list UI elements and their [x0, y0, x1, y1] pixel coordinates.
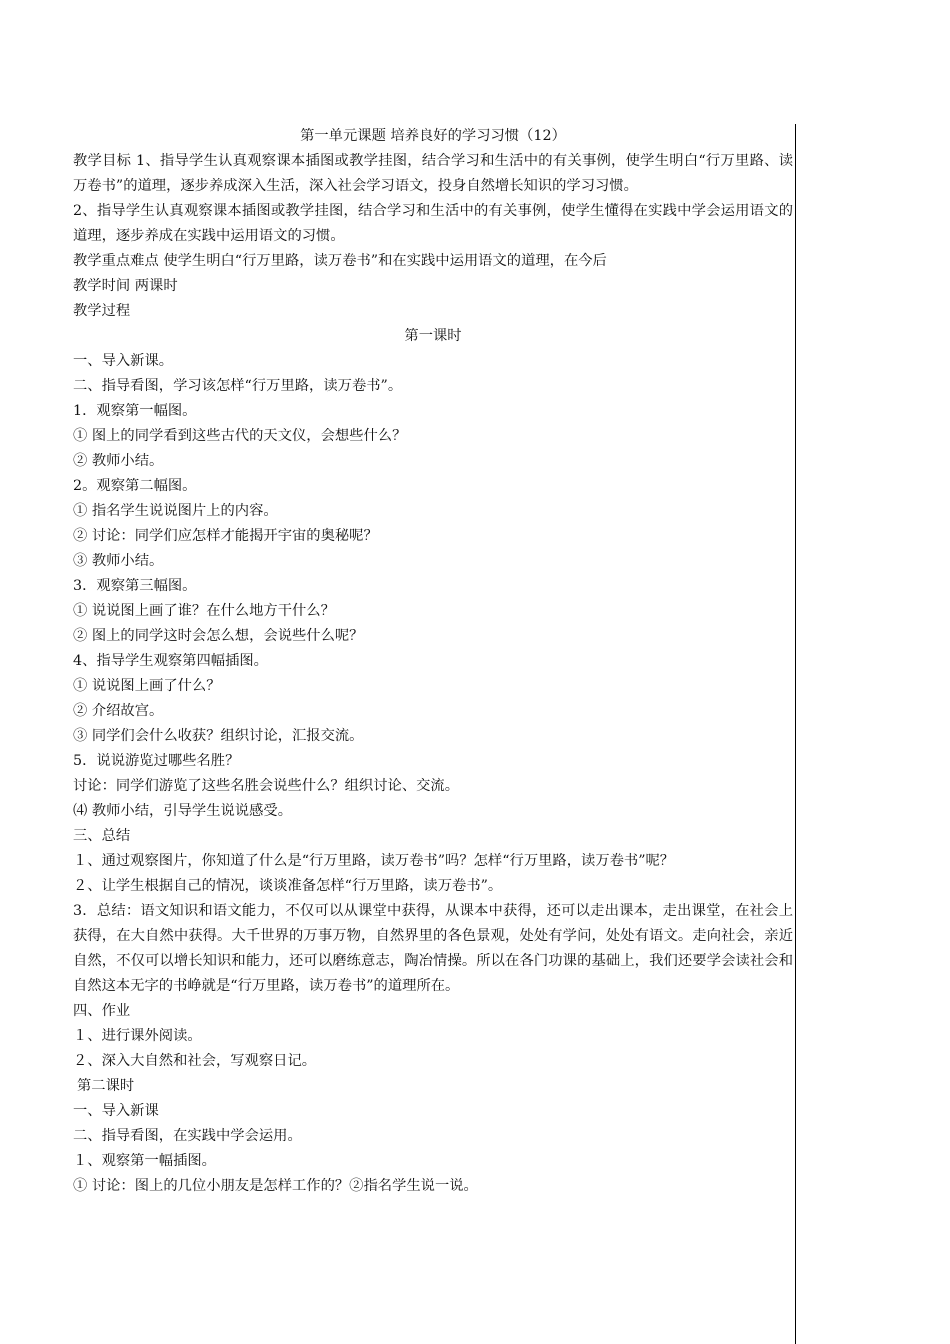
list-item: １、观察第一幅插图。	[73, 1153, 216, 1169]
list-item: 3．观察第三幅图。	[73, 578, 197, 594]
list-item: 1．观察第一幅图。	[73, 403, 197, 419]
list-item: ③ 同学们会什么收获？组织讨论，汇报交流。	[73, 728, 364, 744]
list-item: 四、作业	[73, 1003, 131, 1019]
objective-1: 教学目标 1、指导学生认真观察课本插图或教学挂图，结合学习和生活中的有关事例，使学生明白“行万里路、读万卷书”的道理，逐步养成深入生活，深入社会学习语文，投身自然增长知识的学习习惯。	[73, 153, 793, 194]
list-item: ⑷ 教师小结，引导学生说说感受。	[73, 803, 292, 819]
document-title: 第一单元课题 培养良好的学习习惯（12）	[300, 128, 566, 144]
list-item: 5．说说游览过哪些名胜？	[73, 753, 240, 769]
list-item: 2。观察第二幅图。	[73, 478, 197, 494]
list-item: 4、指导学生观察第四幅插图。	[73, 653, 268, 669]
list-item: １、进行课外阅读。	[73, 1028, 202, 1044]
teaching-time: 教学时间 两课时	[73, 278, 178, 294]
list-item: ① 说说图上画了谁？在什么地方干什么？	[73, 603, 335, 619]
lesson2-heading: 第二课时	[77, 1078, 135, 1094]
key-points: 教学重点难点 使学生明白“行万里路，读万卷书”和在实践中运用语文的道理，在今后	[73, 253, 607, 269]
list-item: ２、深入大自然和社会，写观察日记。	[73, 1053, 317, 1069]
list-item: 一、导入新课。	[73, 353, 174, 369]
list-item: 三、总结	[73, 828, 131, 844]
list-item: ③ 教师小结。	[73, 553, 164, 569]
list-item: 一、导入新课	[73, 1103, 159, 1119]
list-item: 二、指导看图，在实践中学会运用。	[73, 1128, 302, 1144]
list-item: 二、指导看图，学习该怎样“行万里路，读万卷书”。	[73, 378, 403, 394]
list-item: ① 说说图上画了什么？	[73, 678, 221, 694]
list-item: ① 图上的同学看到这些古代的天文仪，会想些什么？	[73, 428, 407, 444]
teaching-process: 教学过程	[73, 303, 131, 319]
list-item: ① 讨论：图上的几位小朋友是怎样工作的？②指名学生说一说。	[73, 1178, 478, 1194]
page-right-border	[795, 124, 796, 1344]
list-item: ② 介绍故宫。	[73, 703, 164, 719]
list-item: １、通过观察图片，你知道了什么是“行万里路，读万卷书”吗？怎样“行万里路，读万卷书”呢？	[73, 853, 675, 869]
list-item: ② 图上的同学这时会怎么想，会说些什么呢？	[73, 628, 364, 644]
list-item: ２、让学生根据自己的情况，谈谈准备怎样“行万里路，读万卷书”。	[73, 878, 503, 894]
list-item: ① 指名学生说说图片上的内容。	[73, 503, 278, 519]
list-item: 讨论：同学们游览了这些名胜会说些什么？组织讨论、交流。	[73, 778, 460, 794]
list-item: ② 教师小结。	[73, 453, 164, 469]
list-item: ② 讨论：同学们应怎样才能揭开宇宙的奥秘呢？	[73, 528, 378, 544]
lesson1-heading: 第一课时	[404, 328, 462, 344]
document-page	[73, 124, 793, 1199]
objective-2: 2、指导学生认真观察课本插图或教学挂图，结合学习和生活中的有关事例，使学生懂得在实践中学会运用语文的道理，逐步养成在实践中运用语文的习惯。	[73, 203, 793, 244]
summary-paragraph: 3．总结：语文知识和语文能力，不仅可以从课堂中获得，从课本中获得，还可以走出课本，走出课堂，在社会上获得，在大自然中获得。大千世界的万事万物，自然界里的各色景观，处处有学问，处处有语文。走向社会，亲近自然，不仅可以增长知识和能力，还可以磨练意志，陶冶情操。所以在各门功课的基础上，我们还要学会读社会和自然这本无字的书峥就是“行万里路，读万卷书”的道理所在。	[73, 903, 793, 994]
